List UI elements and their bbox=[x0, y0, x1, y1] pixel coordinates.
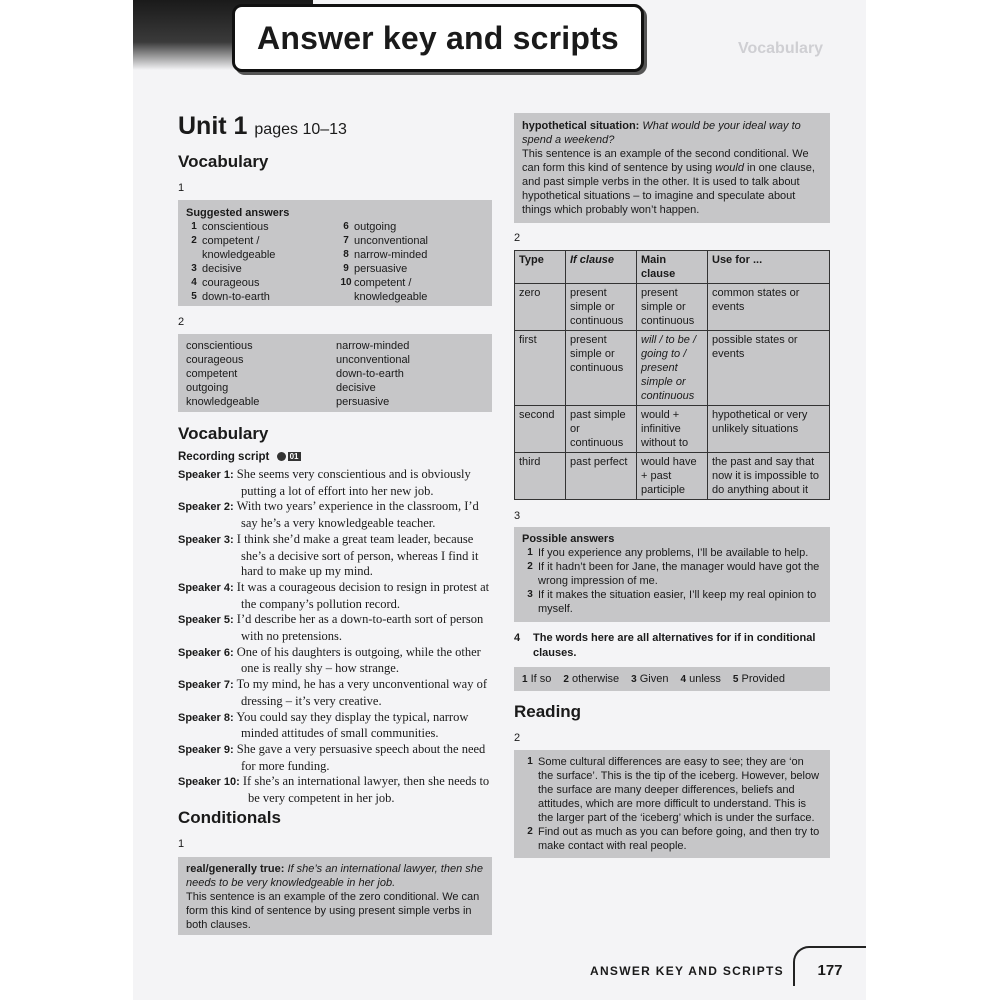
box-title: Suggested answers bbox=[186, 207, 290, 219]
exercise-number: 1 bbox=[178, 182, 185, 194]
unit-label: Unit 1 bbox=[178, 112, 248, 140]
stress-word: knowledgeable bbox=[186, 396, 260, 408]
stress-word: courageous bbox=[186, 354, 244, 366]
column-header: Main clause bbox=[637, 251, 708, 284]
list-item: 1 If you experience any problems, I’ll be available to help. bbox=[527, 547, 809, 559]
list-item: 7 unconventional bbox=[343, 235, 429, 247]
speaker-line: Speaker 1: She seems very conscientious and is obviously putting a lot of effort into her new job. bbox=[178, 467, 471, 498]
alternative: 4 unless bbox=[680, 673, 721, 685]
exercise-number: 2 bbox=[178, 316, 185, 328]
speaker-line: Speaker 9: She gave a very persuasive speech about the need for more funding. bbox=[178, 741, 486, 773]
alternative: 2 otherwise bbox=[563, 673, 620, 685]
stress-word: decisive bbox=[336, 382, 376, 394]
page-number: 177 bbox=[817, 961, 843, 979]
unit-pages: pages 10–13 bbox=[254, 121, 347, 138]
bleed-through-heading: Vocabulary bbox=[738, 40, 824, 57]
audio-track: 01 bbox=[289, 452, 299, 462]
list-item: 8 narrow-minded bbox=[343, 249, 428, 261]
speaker-line: Speaker 5: I’d describe her as a down-to-earth sort of person with no pretensions. bbox=[178, 612, 484, 644]
stress-word: conscientious bbox=[186, 340, 253, 352]
column-header: Type bbox=[515, 251, 566, 284]
second-conditional-box: hypothetical situation: What would be your ideal way to spend a weekend? This sentence is an example of the second conditional. We can form this kind of sentence by using would in one clause, and past simple verbs in the other. It is used to talk about hypothetical situations – to imagine and speculate about things which probably won’t happen. bbox=[514, 113, 830, 223]
list-item: 3 decisive bbox=[191, 263, 242, 275]
footer-label: ANSWER KEY AND SCRIPTS bbox=[590, 964, 784, 978]
list-item: 5 down-to-earth bbox=[191, 291, 270, 303]
list-item: 1 conscientious bbox=[191, 221, 269, 233]
list-item: 1 Some cultural differences are easy to see; they are ‘on the surface’. This is the tip of the iceberg. However, below the surface are many deeper differences, beliefs and attitudes, which are more difficult to understand. This is the larger part of the ‘iceberg’ which is under the surface. bbox=[527, 756, 820, 824]
box-title: Possible answers bbox=[522, 533, 615, 545]
stress-word: narrow-minded bbox=[336, 340, 410, 352]
page-title: Answer key and scripts bbox=[232, 4, 644, 72]
reading-answers-box bbox=[514, 750, 830, 858]
possible-answers-box bbox=[514, 527, 830, 622]
reading-heading: Reading bbox=[514, 702, 582, 721]
recording-script bbox=[178, 467, 494, 807]
recording-script-label: Recording script 01 bbox=[178, 451, 299, 463]
alternative: 3 Given bbox=[631, 673, 669, 685]
column-header: If clause bbox=[566, 251, 637, 284]
speaker-line: Speaker 6: One of his daughters is outgoing, while the other one is really shy – how strange. bbox=[178, 644, 481, 676]
stress-word: competent bbox=[186, 368, 238, 380]
vocabulary-heading: Vocabulary bbox=[178, 424, 269, 443]
conditionals-table bbox=[514, 250, 830, 500]
speaker-line: Speaker 3: I think she’d make a great team leader, because she’s a decisive sort of person, whereas I find it hard to make up my mind. bbox=[178, 531, 479, 579]
table-header-row bbox=[515, 251, 830, 284]
list-item: 2 If it hadn’t been for Jane, the manager would have got the wrong impression of me. bbox=[527, 561, 820, 587]
word-stress-box bbox=[178, 334, 492, 412]
list-item: 3 If it makes the situation easier, I’ll keep my real opinion to myself. bbox=[527, 589, 817, 615]
speaker-line: Speaker 8: You could say they display the typical, narrow minded attitudes of small communities. bbox=[178, 709, 469, 741]
speaker-line: Speaker 7: To my mind, he has a very unconventional way of dressing – it’s very creative. bbox=[178, 677, 488, 708]
list-item: 9 persuasive bbox=[343, 263, 408, 275]
table-row: first present simple or continuous will / to be / going to / present simple or continuous possible states or events bbox=[515, 331, 830, 406]
exercise-number: 2 bbox=[514, 732, 521, 744]
unit-title bbox=[178, 112, 347, 141]
conditionals-heading: Conditionals bbox=[178, 808, 281, 827]
list-item: 4 courageous bbox=[191, 277, 260, 289]
speaker-line: Speaker 10: If she’s an international lawyer, then she needs to be very competent in her job. bbox=[178, 774, 490, 806]
stress-word: unconventional bbox=[336, 354, 411, 366]
suggested-answers-box bbox=[178, 200, 492, 306]
exercise-number: 2 bbox=[514, 232, 521, 244]
exercise-4-instruction: 4 The words here are all alternatives for if in conditional clauses. bbox=[514, 632, 816, 659]
column-header: Use for ... bbox=[708, 251, 830, 284]
list-item: 2 Find out as much as you can before going, and then try to make contact with real people. bbox=[527, 826, 820, 852]
table-row: zero present simple or continuous present simple or continuous common states or events bbox=[515, 284, 830, 331]
list-item: 10 competent / knowledgeable bbox=[340, 277, 428, 303]
alternative: 5 Provided bbox=[732, 673, 785, 685]
list-item: 2 competent / knowledgeable bbox=[191, 235, 276, 261]
exercise-number: 3 bbox=[514, 510, 521, 522]
stress-word: outgoing bbox=[186, 382, 229, 394]
list-item: 6 outgoing bbox=[343, 221, 397, 233]
zero-conditional-box: real/generally true: If she’s an international lawyer, then she needs to be very knowledgeable in her job. This sentence is an example of the zero conditional. We can form this kind of sentence by using present simple verbs in both clauses. bbox=[178, 857, 492, 935]
table-row: third past perfect would have + past participle the past and say that now it is impossible to do anything about it bbox=[515, 453, 830, 500]
alternatives-box bbox=[514, 667, 830, 691]
audio-cd-icon bbox=[277, 452, 286, 461]
speaker-line: Speaker 4: It was a courageous decision to resign in protest at the company’s pollution record. bbox=[178, 579, 490, 611]
stress-word: down-to-earth bbox=[336, 368, 404, 380]
alternative: 1 If so bbox=[522, 673, 552, 685]
speaker-line: Speaker 2: With two years’ experience in the classroom, I’d say he’s a very knowledgeable teacher. bbox=[178, 499, 479, 531]
exercise-number: 1 bbox=[178, 838, 185, 850]
table-row: second past simple or continuous would + infinitive without to hypothetical or very unlikely situations bbox=[515, 406, 830, 453]
stress-word: persuasive bbox=[336, 396, 390, 408]
vocabulary-heading: Vocabulary bbox=[178, 152, 269, 171]
